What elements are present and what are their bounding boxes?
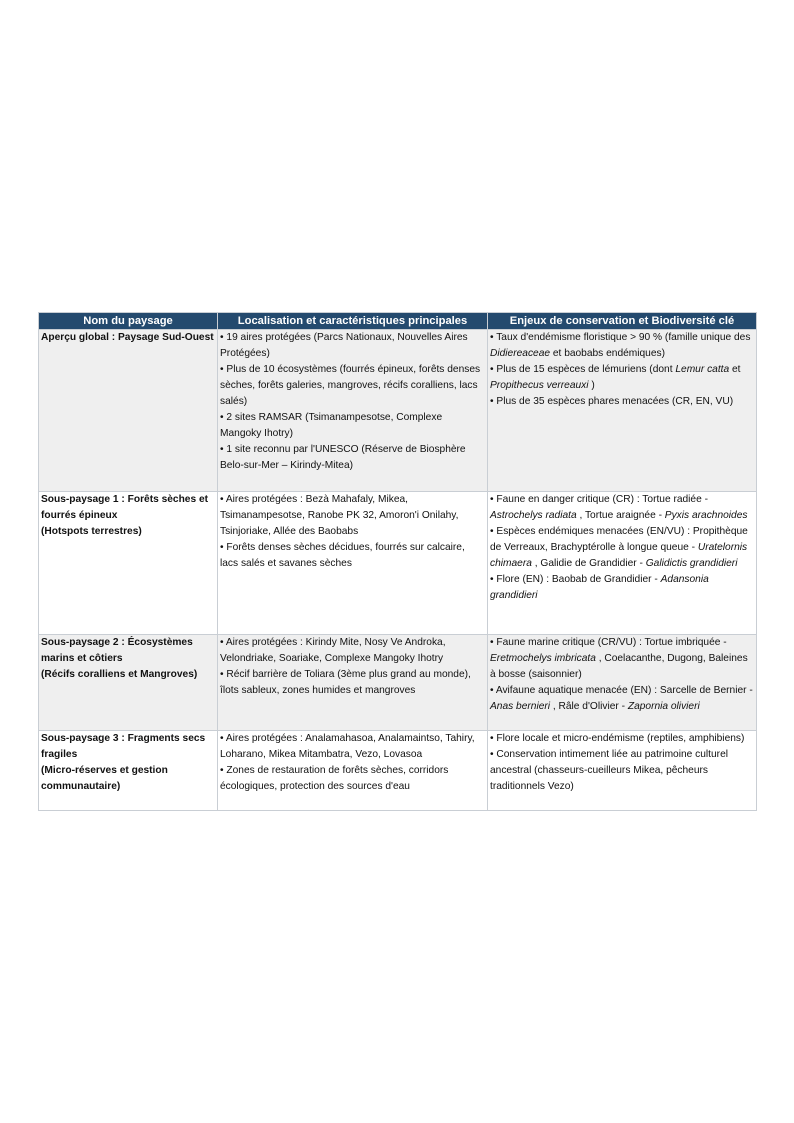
row-location-cell bbox=[218, 635, 488, 731]
row-location-cell bbox=[218, 330, 488, 492]
row-enjeux-cell bbox=[488, 330, 757, 492]
table-row bbox=[39, 492, 757, 635]
row-name-cell bbox=[39, 635, 218, 731]
list-item: • Conservation intimement liée au patrimoine culturel ancestral (chasseurs-cueilleurs Mikea, pêcheurs traditionnels Vezo) bbox=[490, 749, 728, 792]
row-subtitle: (Micro-réserves et gestion communautaire) bbox=[41, 765, 168, 792]
list-item: • 2 sites RAMSAR (Tsimanampesotse, Complexe Mangoky Ihotry) bbox=[220, 412, 443, 439]
row-name: Sous-paysage 3 : Fragments secs fragiles bbox=[41, 733, 206, 760]
list-item: • Récif barrière de Toliara (3ème plus grand au monde), îlots sableux, zones humides et mangroves bbox=[220, 669, 471, 696]
row-name: Sous-paysage 1 : Forêts sèches et fourrés épineux bbox=[41, 494, 209, 521]
list-item: • Plus de 10 écosystèmes (fourrés épineux, forêts denses sèches, forêts galeries, mangroves, récifs coralliens, lacs salés) bbox=[220, 364, 481, 407]
header-enjeux: Enjeux de conservation et Biodiversité clé bbox=[488, 313, 757, 330]
list-item: • Taux d'endémisme floristique > 90 % (famille unique des Didiereaceae et baobabs endémiques) bbox=[490, 332, 751, 359]
list-item: • Flore locale et micro-endémisme (reptiles, amphibiens) bbox=[490, 733, 745, 744]
row-name-cell bbox=[39, 731, 218, 811]
list-item: • Aires protégées : Bezà Mahafaly, Mikea, Tsimanampesotse, Ranobe PK 32, Amoron'i Onilahy, Tsinjoriake, Allée des Baobabs bbox=[220, 494, 459, 537]
row-name-cell bbox=[39, 492, 218, 635]
row-enjeux-cell bbox=[488, 731, 757, 811]
row-location-cell bbox=[218, 492, 488, 635]
list-item: • Forêts denses sèches décidues, fourrés sur calcaire, lacs salés et savanes sèches bbox=[220, 542, 465, 569]
list-item: • Zones de restauration de forêts sèches, corridors écologiques, protection des sources d'eau bbox=[220, 765, 449, 792]
row-name: Sous-paysage 2 : Écosystèmes marins et côtiers bbox=[41, 637, 193, 664]
row-name-cell bbox=[39, 330, 218, 492]
row-subtitle: (Récifs coralliens et Mangroves) bbox=[41, 669, 198, 680]
table-row bbox=[39, 330, 757, 492]
row-enjeux-cell bbox=[488, 635, 757, 731]
table-header-row bbox=[39, 313, 757, 330]
row-enjeux-cell bbox=[488, 492, 757, 635]
list-item: • Faune marine critique (CR/VU) : Tortue imbriquée - Eretmochelys imbricata , Coelacanthe, Dugong, Baleines à bosse (saisonnier) bbox=[490, 637, 748, 680]
row-location-cell bbox=[218, 731, 488, 811]
row-name: Aperçu global : Paysage Sud-Ouest bbox=[41, 332, 214, 343]
header-localisation: Localisation et caractéristiques principales bbox=[218, 313, 488, 330]
header-nom-du-paysage: Nom du paysage bbox=[39, 313, 218, 330]
list-item: • Plus de 15 espèces de lémuriens (dont Lemur catta et Propithecus verreauxi ) bbox=[490, 364, 741, 391]
list-item: • Aires protégées : Kirindy Mite, Nosy Ve Androka, Velondriake, Soariake, Complexe Mangoky Ihotry bbox=[220, 637, 446, 664]
list-item: • Aires protégées : Analamahasoa, Analamaintso, Tahiry, Loharano, Mikea Mitambatra, Vezo, Lovasoa bbox=[220, 733, 475, 760]
list-item: • Avifaune aquatique menacée (EN) : Sarcelle de Bernier - Anas bernieri , Râle d'Olivier - Zapornia olivieri bbox=[490, 685, 753, 712]
landscape-table bbox=[38, 312, 757, 811]
list-item: • Faune en danger critique (CR) : Tortue radiée - Astrochelys radiata , Tortue araignée - Pyxis arachnoides bbox=[490, 494, 748, 521]
table-row bbox=[39, 731, 757, 811]
list-item: • 1 site reconnu par l'UNESCO (Réserve de Biosphère Belo-sur-Mer – Kirindy-Mitea) bbox=[220, 444, 466, 471]
list-item: • Espèces endémiques menacées (EN/VU) : Propithèque de Verreaux, Brachyptérolle à longue queue - Uratelornis chimaera , Galidie de Grandidier - Galidictis grandidieri bbox=[490, 526, 748, 569]
row-subtitle: (Hotspots terrestres) bbox=[41, 526, 142, 537]
table-row bbox=[39, 635, 757, 731]
list-item: • Plus de 35 espèces phares menacées (CR, EN, VU) bbox=[490, 396, 734, 407]
list-item: • Flore (EN) : Baobab de Grandidier - Adansonia grandidieri bbox=[490, 574, 709, 601]
list-item: • 19 aires protégées (Parcs Nationaux, Nouvelles Aires Protégées) bbox=[220, 332, 468, 359]
